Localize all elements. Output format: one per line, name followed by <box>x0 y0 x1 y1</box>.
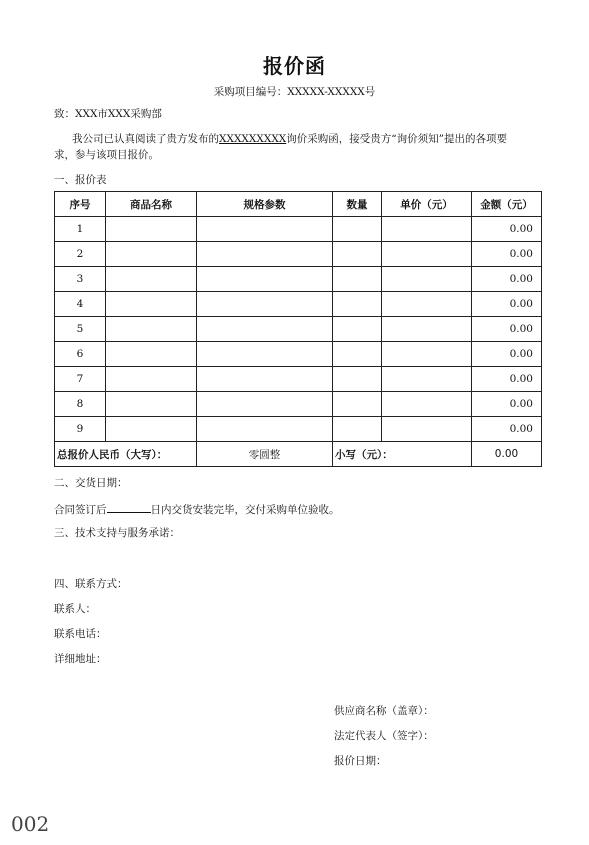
table-row <box>55 367 542 392</box>
intro-line-2: 求，参与该项目报价。 <box>54 149 159 161</box>
row-index: 5 <box>55 317 106 342</box>
cell-quantity[interactable] <box>333 342 382 367</box>
cell-unit-price[interactable] <box>382 367 472 392</box>
subtotal-value: 0.00 <box>472 442 542 467</box>
row-index: 1 <box>55 217 106 242</box>
cell-quantity[interactable] <box>333 292 382 317</box>
cell-product-name[interactable] <box>106 392 197 417</box>
cell-unit-price[interactable] <box>382 392 472 417</box>
cell-spec[interactable] <box>197 342 333 367</box>
document-title: 报价函 <box>263 54 326 78</box>
cell-spec[interactable] <box>197 367 333 392</box>
cell-unit-price[interactable] <box>382 242 472 267</box>
table-row <box>55 317 542 342</box>
cell-unit-price[interactable] <box>382 342 472 367</box>
cell-spec[interactable] <box>197 292 333 317</box>
cell-quantity[interactable] <box>333 392 382 417</box>
header-unit-price: 单价（元） <box>382 192 472 217</box>
delivery-text-b: 日内交货安装完毕，交付采购单位验收。 <box>150 504 340 516</box>
table-row <box>55 217 542 242</box>
contact-address-label: 详细地址： <box>54 653 107 665</box>
intro-line-1 <box>72 131 507 147</box>
cell-amount: 0.00 <box>472 317 542 342</box>
section-service-heading: 三、技术支持与服务承诺： <box>54 527 180 539</box>
table-row <box>55 392 542 417</box>
cell-amount: 0.00 <box>472 367 542 392</box>
cell-amount: 0.00 <box>472 342 542 367</box>
table-row <box>55 242 542 267</box>
recipient: 致：XXX市XXX采购部 <box>54 108 162 120</box>
supplier-name-label: 供应商名称（盖章）： <box>334 705 434 717</box>
cell-product-name[interactable] <box>106 217 197 242</box>
delivery-days-blank[interactable] <box>107 500 151 513</box>
cell-quantity[interactable] <box>333 242 382 267</box>
header-amount: 金额（元） <box>472 192 542 217</box>
table-row <box>55 342 542 367</box>
header-spec: 规格参数 <box>197 192 333 217</box>
total-in-words: 零圆整 <box>197 442 333 467</box>
intro-text-c: 询价采购函，接受贵方“询价须知”提出的各项要 <box>286 133 508 145</box>
cell-quantity[interactable] <box>333 317 382 342</box>
cell-spec[interactable] <box>197 242 333 267</box>
intro-text-a: 我公司已认真阅读了贵方发布的 <box>72 133 219 145</box>
row-index: 3 <box>55 267 106 292</box>
cell-unit-price[interactable] <box>382 317 472 342</box>
cell-product-name[interactable] <box>106 317 197 342</box>
table-row <box>55 292 542 317</box>
cell-unit-price[interactable] <box>382 267 472 292</box>
page-number: 002 <box>11 812 50 836</box>
cell-product-name[interactable] <box>106 417 197 442</box>
cell-quantity[interactable] <box>333 267 382 292</box>
header-quantity: 数量 <box>333 192 382 217</box>
cell-unit-price[interactable] <box>382 217 472 242</box>
cell-spec[interactable] <box>197 417 333 442</box>
cell-amount: 0.00 <box>472 242 542 267</box>
cell-amount: 0.00 <box>472 267 542 292</box>
delivery-line <box>54 500 340 518</box>
cell-spec[interactable] <box>197 217 333 242</box>
cell-product-name[interactable] <box>106 342 197 367</box>
header-index: 序号 <box>55 192 106 217</box>
contact-phone-label: 联系电话： <box>54 628 107 640</box>
row-index: 2 <box>55 242 106 267</box>
row-index: 7 <box>55 367 106 392</box>
row-index: 6 <box>55 342 106 367</box>
cell-amount: 0.00 <box>472 417 542 442</box>
legal-representative-label: 法定代表人（签字）： <box>334 730 434 742</box>
row-index: 4 <box>55 292 106 317</box>
cell-spec[interactable] <box>197 267 333 292</box>
delivery-text-a: 合同签订后 <box>54 504 107 516</box>
section-contact-heading: 四、联系方式： <box>54 578 128 590</box>
cell-spec[interactable] <box>197 392 333 417</box>
cell-unit-price[interactable] <box>382 292 472 317</box>
cell-product-name[interactable] <box>106 242 197 267</box>
project-number: 采购项目编号：XXXXX-XXXXX号 <box>213 86 376 98</box>
cell-amount: 0.00 <box>472 292 542 317</box>
total-label: 总报价人民币（大写）： <box>55 442 197 467</box>
cell-amount: 0.00 <box>472 392 542 417</box>
table-row <box>55 267 542 292</box>
table-row <box>55 417 542 442</box>
project-name-blank: XXXXXXXXX <box>219 133 287 145</box>
section-delivery-heading: 二、交货日期： <box>54 477 128 489</box>
cell-quantity[interactable] <box>333 217 382 242</box>
cell-product-name[interactable] <box>106 267 197 292</box>
row-index: 8 <box>55 392 106 417</box>
cell-spec[interactable] <box>197 317 333 342</box>
cell-product-name[interactable] <box>106 292 197 317</box>
table-header-row <box>55 192 542 217</box>
row-index: 9 <box>55 417 106 442</box>
subtotal-label: 小写（元）： <box>333 442 472 467</box>
cell-quantity[interactable] <box>333 417 382 442</box>
quote-date-label: 报价日期： <box>334 755 387 767</box>
cell-product-name[interactable] <box>106 367 197 392</box>
section-quote-table-heading: 一、报价表 <box>54 174 107 186</box>
total-row <box>55 442 542 467</box>
cell-quantity[interactable] <box>333 367 382 392</box>
contact-person-label: 联系人： <box>54 603 96 615</box>
header-product-name: 商品名称 <box>106 192 197 217</box>
cell-amount: 0.00 <box>472 217 542 242</box>
quote-table <box>54 191 542 467</box>
cell-unit-price[interactable] <box>382 417 472 442</box>
